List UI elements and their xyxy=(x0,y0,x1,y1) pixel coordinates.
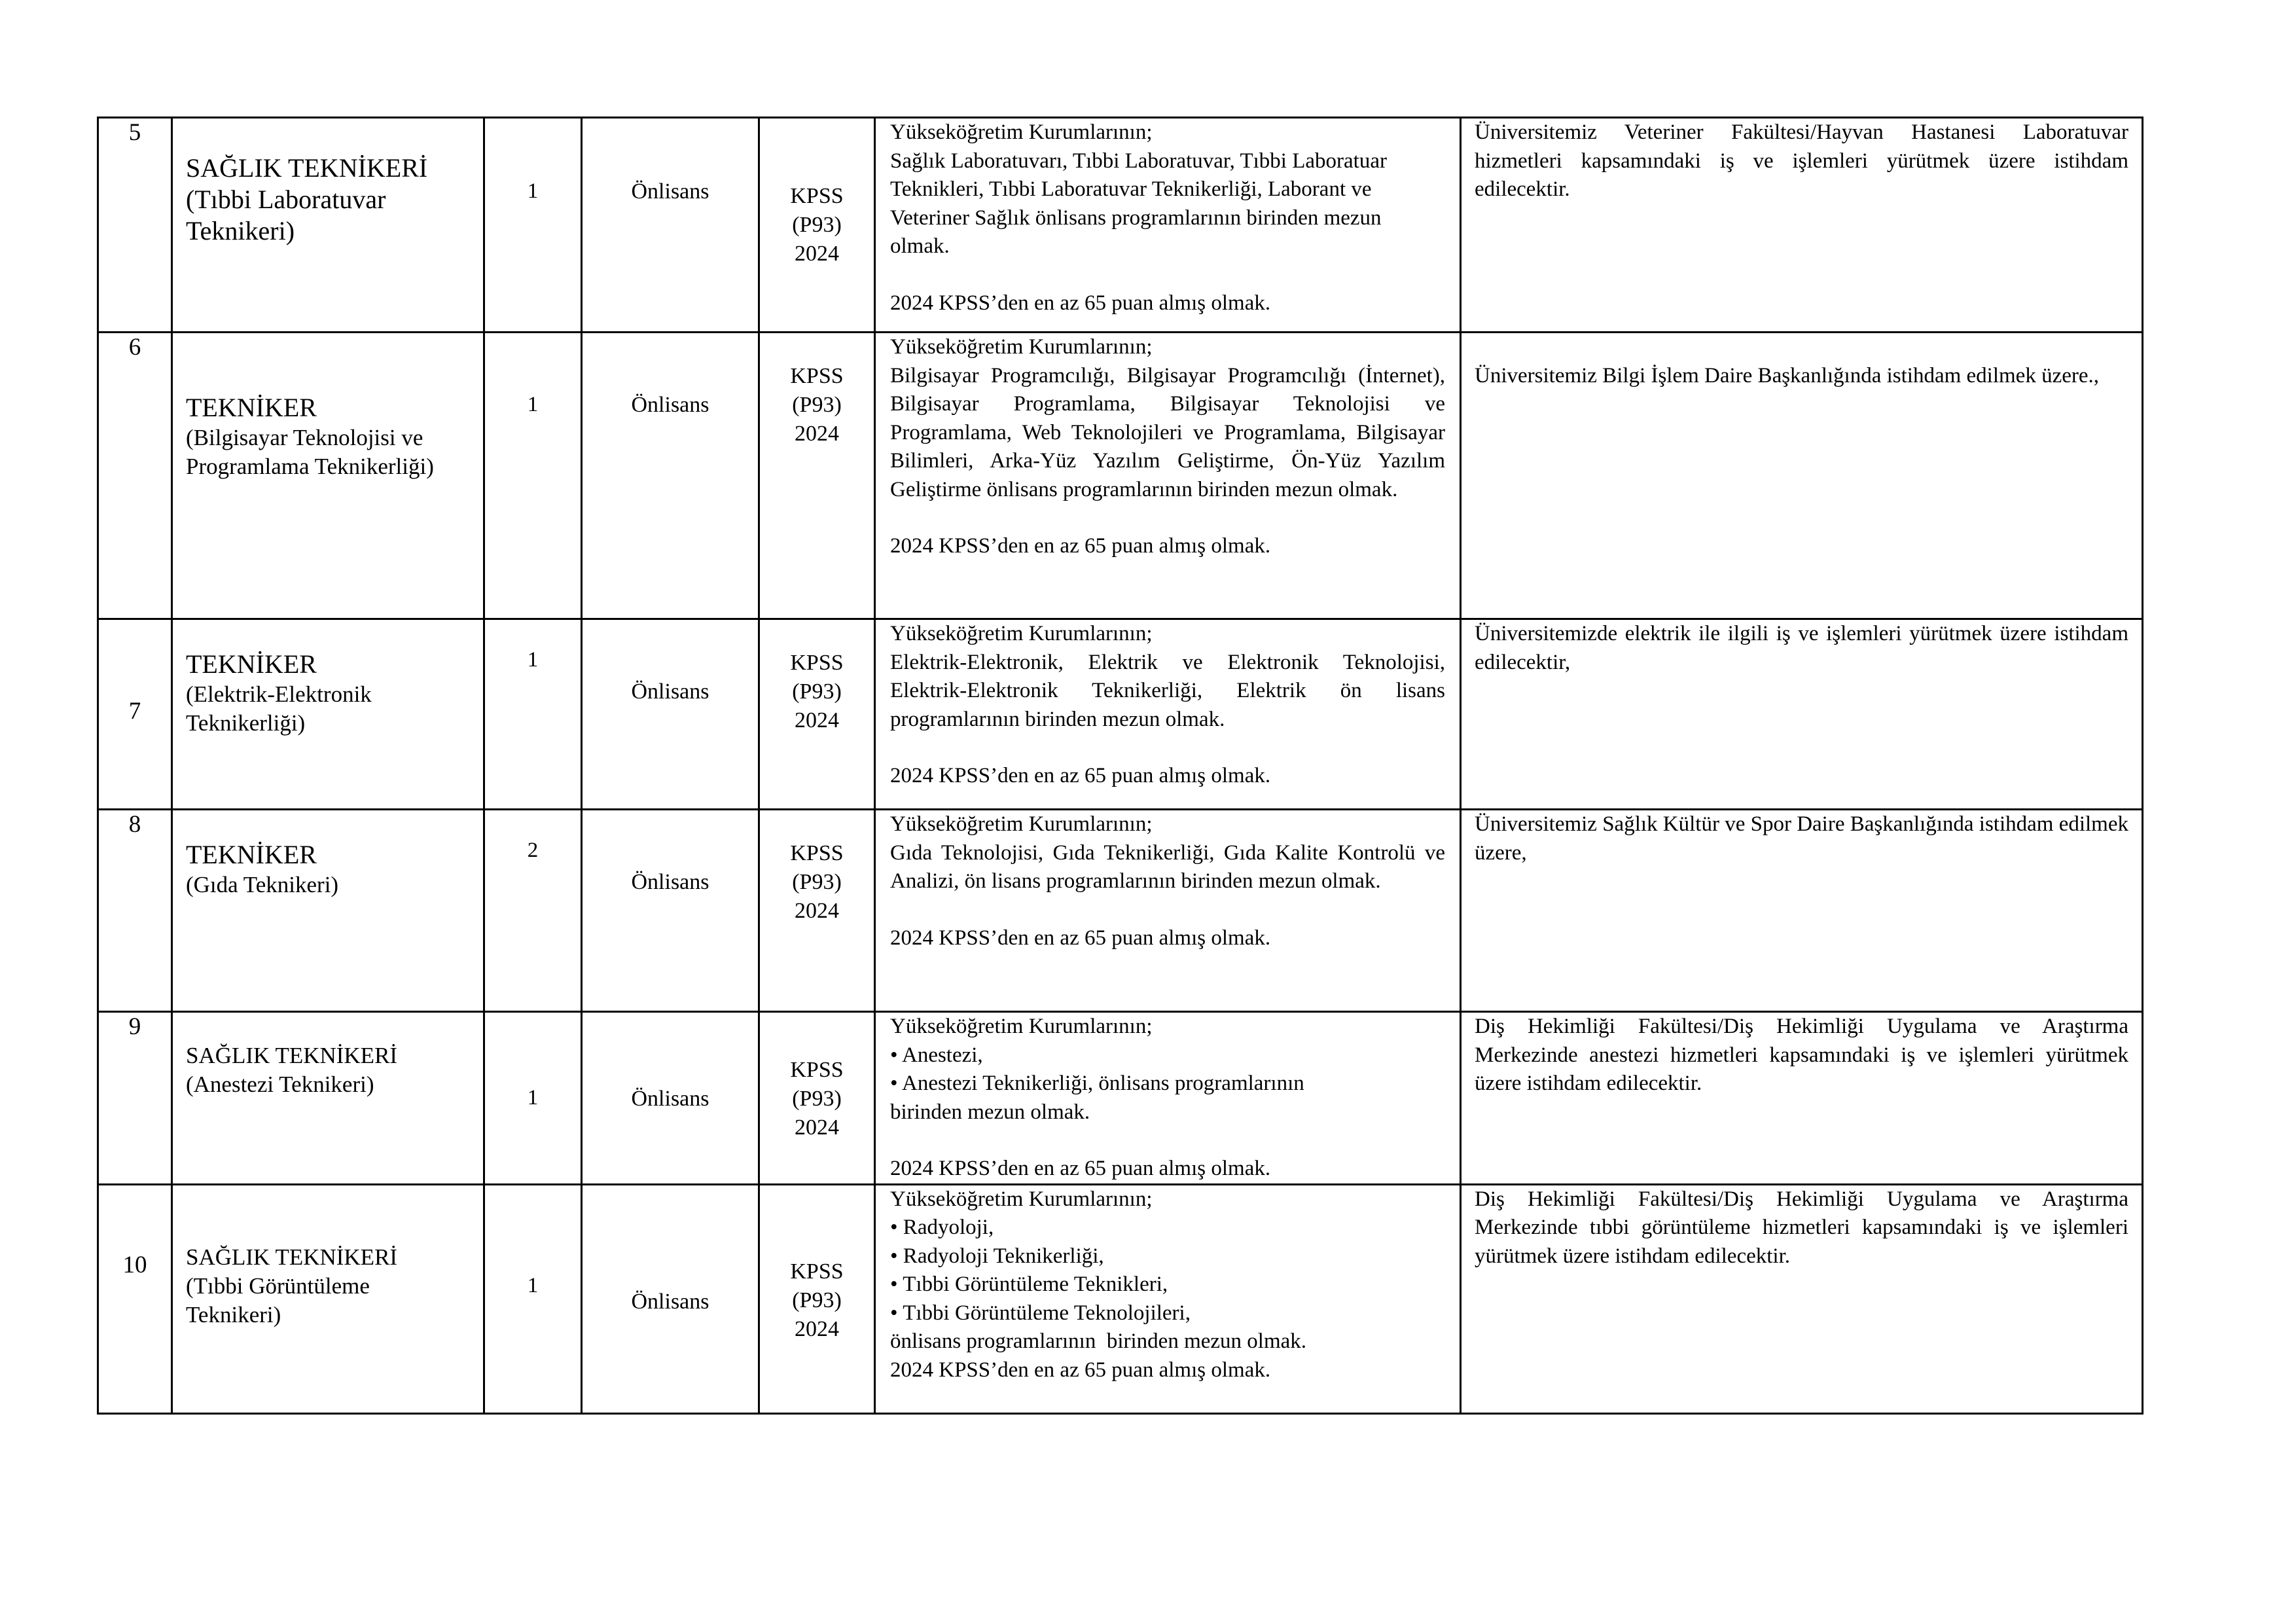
position-count: 1 xyxy=(527,1273,539,1297)
kpss-year: 2024 xyxy=(795,1115,839,1140)
requirements-item: • Tıbbi Görüntüleme Teknikleri, xyxy=(890,1272,1168,1296)
position-count: 1 xyxy=(527,393,539,416)
position-count-cell xyxy=(484,810,582,1012)
position-subtitle: Teknikerliği) xyxy=(186,710,306,736)
kpss-label: KPSS xyxy=(790,364,844,388)
position-count: 1 xyxy=(527,1085,539,1110)
position-number: 9 xyxy=(98,1012,172,1185)
requirements-cell xyxy=(875,619,1461,810)
kpss-label: KPSS xyxy=(790,651,844,675)
position-number: 6 xyxy=(98,333,172,619)
position-count: 1 xyxy=(527,179,539,203)
kpss-cell xyxy=(759,1184,875,1413)
position-title: SAĞLIK TEKNİKERİ xyxy=(186,1043,398,1068)
position-subtitle: Programlama Teknikerliği) xyxy=(186,454,434,479)
requirements-item: • Radyoloji Teknikerliği, xyxy=(890,1244,1104,1268)
requirements-score: 2024 KPSS’den en az 65 puan almış olmak. xyxy=(890,534,1271,558)
position-subtitle: (Gıda Teknikeri) xyxy=(186,872,339,897)
requirements-cell xyxy=(875,1012,1461,1185)
position-number: 8 xyxy=(98,810,172,1012)
position-number: 10 xyxy=(122,1251,147,1278)
kpss-year: 2024 xyxy=(795,899,839,923)
position-count-cell xyxy=(484,619,582,810)
position-subtitle: (Tıbbi Görüntüleme xyxy=(186,1272,370,1299)
position-number-cell xyxy=(98,1184,172,1413)
position-count-cell xyxy=(484,1012,582,1185)
kpss-label: KPSS xyxy=(790,841,844,865)
staff-positions-table xyxy=(97,117,2144,1415)
kpss-year: 2024 xyxy=(795,422,839,446)
job-description: Üniversitemizde elektrik ile ilgili iş ve işlemleri yürütmek üzere istihdam edilecektir, xyxy=(1461,619,2143,810)
kpss-type: (P93) xyxy=(792,870,842,894)
requirements-item: birinden mezun olmak. xyxy=(890,1100,1090,1124)
education-level xyxy=(582,1012,759,1185)
job-description: Üniversitemiz Veteriner Fakültesi/Hayvan Hastanesi Laboratuvar hizmetleri kapsamındaki iş ve işlemleri yürütmek üzere istihdam edilecektir. xyxy=(1461,118,2143,333)
table-row xyxy=(98,333,2143,619)
kpss-cell xyxy=(759,810,875,1012)
education-level-text: Önlisans xyxy=(631,393,709,417)
position-subtitle: Teknikeri) xyxy=(186,1301,281,1327)
education-level xyxy=(582,810,759,1012)
kpss-type: (P93) xyxy=(792,393,842,417)
position-count: 2 xyxy=(527,839,539,862)
requirements-intro: Yükseköğretim Kurumlarının; xyxy=(890,1015,1153,1038)
position-title-cell xyxy=(172,333,484,619)
kpss-type: (P93) xyxy=(792,1087,842,1111)
requirements-item: • Anestezi Teknikerliği, önlisans programlarının xyxy=(890,1072,1304,1095)
requirements-intro: Yükseköğretim Kurumlarının; xyxy=(890,120,1153,144)
education-level-text: Önlisans xyxy=(631,1289,709,1314)
education-level xyxy=(582,619,759,810)
kpss-cell xyxy=(759,333,875,619)
requirements-item: • Anestezi, xyxy=(890,1043,983,1067)
position-subtitle: (Bilgisayar Teknolojisi ve xyxy=(186,425,423,450)
education-level xyxy=(582,1184,759,1413)
position-title-cell xyxy=(172,118,484,333)
job-description: Diş Hekimliği Fakültesi/Diş Hekimliği Uygulama ve Araştırma Merkezinde tıbbi görüntüleme hizmetleri kapsamındaki iş ve işlemleri yürütmek üzere istihdam edilecektir. xyxy=(1461,1184,2143,1413)
position-count-cell xyxy=(484,333,582,619)
job-description: Diş Hekimliği Fakültesi/Diş Hekimliği Uygulama ve Araştırma Merkezinde anestezi hizmetleri kapsamındaki iş ve işlemleri yürütmek üzere istihdam edilecektir. xyxy=(1461,1012,2143,1185)
kpss-label: KPSS xyxy=(790,1259,844,1284)
requirements-cell xyxy=(875,1184,1461,1413)
kpss-year: 2024 xyxy=(795,1316,839,1341)
kpss-cell xyxy=(759,1012,875,1185)
position-title: TEKNİKER xyxy=(186,393,317,422)
position-title: TEKNİKER xyxy=(186,649,317,679)
table-row xyxy=(98,1012,2143,1185)
kpss-cell xyxy=(759,118,875,333)
requirements-score: 2024 KPSS’den en az 65 puan almış olmak. xyxy=(890,291,1271,315)
education-level-text: Önlisans xyxy=(631,1087,709,1111)
job-description-cell xyxy=(1461,333,2143,619)
requirements-intro: Yükseköğretim Kurumlarının; xyxy=(890,1187,1153,1211)
position-number: 7 xyxy=(98,619,172,810)
position-title-cell xyxy=(172,1184,484,1413)
kpss-type: (P93) xyxy=(792,212,842,237)
requirements-intro: Yükseköğretim Kurumlarının; xyxy=(890,622,1153,645)
requirements-score: 2024 KPSS’den en az 65 puan almış olmak. xyxy=(890,1157,1271,1180)
education-level-text: Önlisans xyxy=(631,870,709,894)
position-subtitle: (Anestezi Teknikeri) xyxy=(186,1072,374,1097)
requirements-intro: Yükseköğretim Kurumlarının; xyxy=(890,812,1153,836)
job-description: Üniversitemiz Bilgi İşlem Daire Başkanlığında istihdam edilmek üzere., xyxy=(1475,364,2100,388)
requirements-cell xyxy=(875,118,1461,333)
job-description: Üniversitemiz Sağlık Kültür ve Spor Daire Başkanlığında istihdam edilmek üzere, xyxy=(1461,810,2143,1012)
requirements-item: • Radyoloji, xyxy=(890,1216,994,1239)
position-count-cell xyxy=(484,1184,582,1413)
kpss-type: (P93) xyxy=(792,1288,842,1312)
requirements-programs: Sağlık Laboratuvarı, Tıbbi Laboratuvar, Tıbbi Laboratuar Teknikleri, Tıbbi Laboratuvar Teknikerliği, Laborant ve Veteriner Sağlık önlisans programlarının birinden mezun olmak. xyxy=(890,149,1387,258)
kpss-label: KPSS xyxy=(790,183,844,208)
position-count-cell xyxy=(484,118,582,333)
table-row xyxy=(98,1184,2143,1413)
position-title: TEKNİKER xyxy=(186,840,317,869)
education-level xyxy=(582,118,759,333)
education-level-text: Önlisans xyxy=(631,179,709,204)
table-row xyxy=(98,619,2143,810)
kpss-cell xyxy=(759,619,875,810)
kpss-year: 2024 xyxy=(795,241,839,266)
position-title-cell xyxy=(172,619,484,810)
requirements-cell xyxy=(875,333,1461,619)
requirements-programs: Gıda Teknolojisi, Gıda Teknikerliği, Gıda Kalite Kontrolü ve Analizi, ön lisans programlarının birinden mezun olmak. xyxy=(890,840,1445,893)
position-subtitle: (Tıbbi Laboratuvar xyxy=(186,185,386,214)
requirements-cell xyxy=(875,810,1461,1012)
requirements-score: 2024 KPSS’den en az 65 puan almış olmak. xyxy=(890,926,1271,950)
position-number: 5 xyxy=(98,118,172,333)
position-title-cell xyxy=(172,810,484,1012)
requirements-intro: Yükseköğretim Kurumlarının; xyxy=(890,335,1153,359)
requirements-item: önlisans programlarının birinden mezun olmak. xyxy=(890,1329,1307,1353)
education-level-text: Önlisans xyxy=(631,679,709,704)
education-level xyxy=(582,333,759,619)
position-subtitle: Teknikeri) xyxy=(186,216,295,245)
requirements-score: 2024 KPSS’den en az 65 puan almış olmak. xyxy=(890,1358,1271,1382)
requirements-programs: Elektrik-Elektronik, Elektrik ve Elektronik Teknolojisi, Elektrik-Elektronik Teknikerliği, Elektrik ön lisans programlarının birinden mezun olmak. xyxy=(890,650,1445,731)
requirements-score: 2024 KPSS’den en az 65 puan almış olmak. xyxy=(890,764,1271,787)
kpss-year: 2024 xyxy=(795,708,839,732)
position-title: SAĞLIK TEKNİKERİ xyxy=(186,153,428,183)
requirements-programs: Bilgisayar Programcılığı, Bilgisayar Programcılığı (İnternet), Bilgisayar Programlama, Bilgisayar Teknolojisi ve Programlama, Web Teknolojileri ve Programlama, Bilgisayar Bilimleri, Arka-Yüz Yazılım Geliştirme, Ön-Yüz Yazılım Geliştirme önlisans programlarının birinden mezun olmak. xyxy=(890,363,1445,501)
table-row xyxy=(98,810,2143,1012)
position-subtitle: (Elektrik-Elektronik xyxy=(186,681,372,707)
position-count: 1 xyxy=(527,648,539,672)
position-title-cell xyxy=(172,1012,484,1185)
kpss-type: (P93) xyxy=(792,679,842,704)
requirements-item: • Tıbbi Görüntüleme Teknolojileri, xyxy=(890,1301,1191,1325)
position-title: SAĞLIK TEKNİKERİ xyxy=(186,1244,398,1270)
table-row xyxy=(98,118,2143,333)
kpss-label: KPSS xyxy=(790,1058,844,1082)
